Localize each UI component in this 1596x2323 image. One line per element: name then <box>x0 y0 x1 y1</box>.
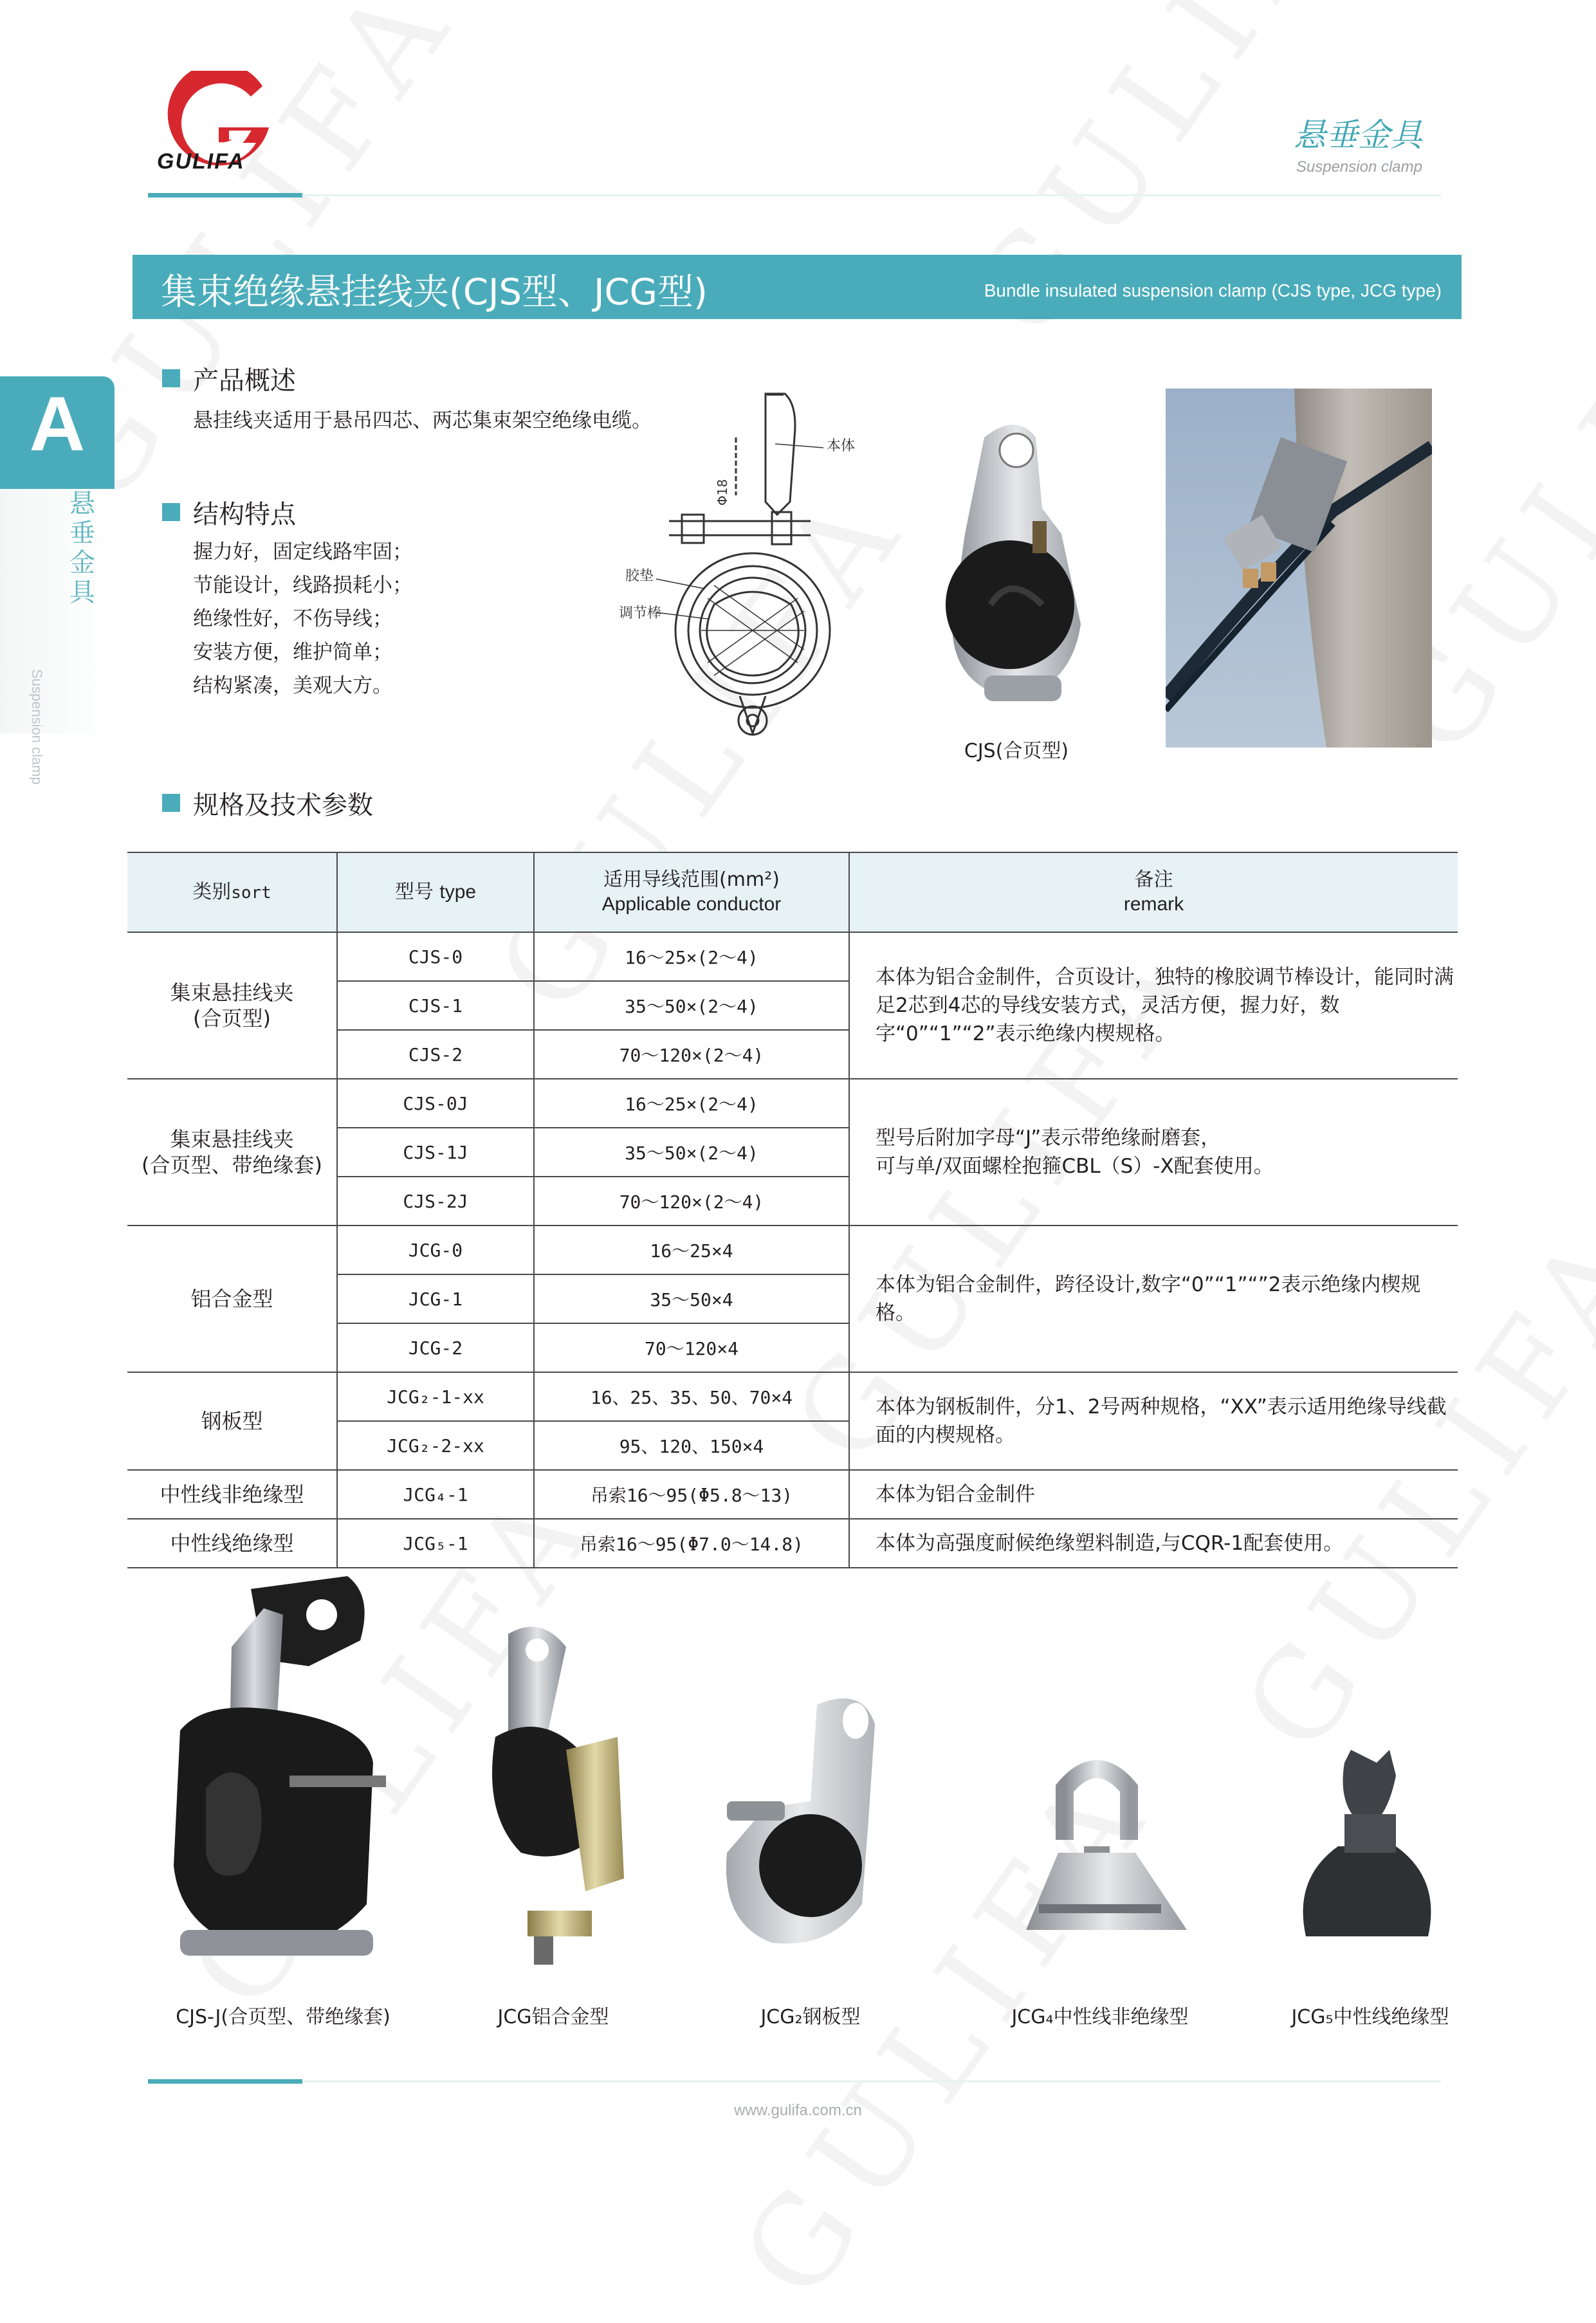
table-row <box>127 1372 1458 1421</box>
product-caption: CJS-J(合页型、带绝缘套) <box>176 2006 390 2028</box>
overview-heading: 产品概述 <box>193 366 296 396</box>
range-cell: 16～25×(2～4) <box>534 932 849 981</box>
specs-heading: 规格及技术参数 <box>193 791 373 820</box>
product-caption: JCG₄中性线非绝缘型 <box>1011 2006 1189 2028</box>
bullet-square <box>162 503 180 521</box>
product-caption: JCG₂钢板型 <box>760 2006 861 2028</box>
header-cond-cn: 适用导线范围(mm²) <box>603 868 780 891</box>
type-cell: CJS-0J <box>337 1079 534 1128</box>
section-tab-cn: 悬垂金具 <box>69 489 95 607</box>
jcg2-steel-product-photo <box>714 1692 901 1949</box>
footer-divider <box>148 2080 1441 2082</box>
category-cell: 中性线非绝缘型 <box>127 1470 337 1519</box>
product-caption: JCG铝合金型 <box>497 2006 609 2028</box>
type-cell: JCG-2 <box>337 1323 534 1372</box>
remark-cell: 本体为铝合金制件，合页设计，独特的橡胶调节棒设计，能同时满足2芯到4芯的导线安装方式，灵活方便，握力好，数字“0”“1”“2”表示绝缘内楔规格。 <box>849 932 1458 1079</box>
range-cell: 70～120×(2～4) <box>534 1030 849 1079</box>
section-tab-letter: A <box>29 381 86 467</box>
cjs-j-product-photo <box>154 1570 399 1969</box>
header-type-cn: 型号 <box>394 881 434 903</box>
type-cell: CJS-2J <box>337 1177 534 1226</box>
type-cell: JCG₂-2-xx <box>337 1421 534 1470</box>
feature-item: 节能设计，线路损耗小； <box>193 574 412 597</box>
installation-photo <box>1166 389 1432 748</box>
section-tab-en: Suspension clamp <box>29 669 45 785</box>
header-remark-cn: 备注 <box>1134 868 1173 891</box>
category-cell: 中性线绝缘型 <box>127 1519 337 1568</box>
range-cell: 70～120×4 <box>534 1323 849 1372</box>
type-cell: JCG₅-1 <box>337 1519 534 1568</box>
category-cell: 集束悬挂线夹 (合页型) <box>127 932 337 1079</box>
type-cell: CJS-0 <box>337 932 534 981</box>
header-remark-en: remark <box>1123 894 1184 915</box>
remark-cell: 本体为铝合金制件 <box>849 1470 1458 1519</box>
drawing-pad-label: 胶垫 <box>625 568 654 584</box>
col-header-conductor <box>534 852 849 932</box>
feature-item: 绝缘性好，不伤导线； <box>193 607 392 630</box>
category-cell: 钢板型 <box>127 1372 337 1470</box>
category-subtitle: Suspension clamp <box>1296 158 1422 176</box>
remark-cell: 型号后附加字母“J”表示带绝缘耐磨套， 可与单/双面螺栓抱箍CBL（S）-X配套使用。 <box>849 1079 1458 1226</box>
logo-text: GULIFA <box>157 149 245 174</box>
type-cell: JCG₂-1-xx <box>337 1372 534 1421</box>
table-header-row <box>127 852 1458 932</box>
header-sort-en: sort <box>231 883 271 903</box>
remark-cell: 本体为钢板制件，分1、2号两种规格，“XX”表示适用绝缘导线截面的内楔规格。 <box>849 1372 1458 1470</box>
header-accent <box>148 193 302 197</box>
jcg5-neutral-insulated-product-photo <box>1280 1750 1454 1943</box>
table-row <box>127 1470 1458 1519</box>
type-cell: CJS-1 <box>337 981 534 1030</box>
col-header-type <box>337 852 534 932</box>
features-heading: 结构特点 <box>193 500 296 529</box>
category-cell: 铝合金型 <box>127 1226 337 1372</box>
website-link[interactable]: www.gulifa.com.cn <box>734 2102 862 2119</box>
type-cell: JCG₄-1 <box>337 1470 534 1519</box>
range-cell: 95、120、150×4 <box>534 1421 849 1470</box>
overview-text: 悬挂线夹适用于悬吊四芯、两芯集束架空绝缘电缆。 <box>193 409 652 432</box>
col-header-sort <box>127 852 337 932</box>
table-row <box>127 1519 1458 1568</box>
bullet-square <box>162 369 180 387</box>
header-divider <box>148 194 1441 196</box>
table-row <box>127 932 1458 981</box>
header-sort-cn: 类别 <box>192 880 232 903</box>
range-cell: 35～50×(2～4) <box>534 1128 849 1177</box>
range-cell: 70～120×(2～4) <box>534 1177 849 1226</box>
feature-item: 结构紧凑，美观大方。 <box>193 674 392 697</box>
spec-table <box>127 852 1458 1568</box>
remark-cell: 本体为铝合金制件，跨径设计,数字“0”“1”“”2表示绝缘内楔规格。 <box>849 1226 1458 1372</box>
category-title: 悬垂金具 <box>1294 116 1422 154</box>
range-cell: 吊索16～95(Φ7.0～14.8) <box>534 1519 849 1568</box>
technical-drawing <box>618 386 888 759</box>
range-cell: 35～50×(2～4) <box>534 981 849 1030</box>
jcg-aluminium-product-photo <box>470 1621 650 1969</box>
header-cond-en: Applicable conductor <box>601 894 782 915</box>
range-cell: 16、25、35、50、70×4 <box>534 1372 849 1421</box>
type-cell: JCG-0 <box>337 1226 534 1274</box>
footer-accent <box>148 2079 302 2084</box>
jcg4-neutral-noninsulated-product-photo <box>1000 1750 1193 1943</box>
type-cell: JCG-1 <box>337 1274 534 1323</box>
range-cell: 吊索16～95(Φ5.8～13) <box>534 1470 849 1519</box>
product-caption: JCG₅中性线绝缘型 <box>1291 2006 1449 2028</box>
category-cell: 集束悬挂线夹 (合页型、带绝缘套) <box>127 1079 337 1226</box>
feature-item: 安装方便，维护简单； <box>193 641 392 664</box>
drawing-body-label: 本体 <box>827 438 856 454</box>
range-cell: 16～25×(2～4) <box>534 1079 849 1128</box>
drawing-rod-label: 调节棒 <box>619 605 662 621</box>
bullet-square <box>162 794 180 812</box>
page-title: 集束绝缘悬挂线夹(CJS型、JCG型) <box>161 271 708 313</box>
table-row <box>127 1079 1458 1128</box>
range-cell: 16～25×4 <box>534 1226 849 1274</box>
type-cell: CJS-2 <box>337 1030 534 1079</box>
range-cell: 35～50×4 <box>534 1274 849 1323</box>
drawing-dia-label: Φ18 <box>715 479 730 506</box>
remark-cell: 本体为高强度耐候绝缘塑料制造,与CQR-1配套使用。 <box>849 1519 1458 1568</box>
page-title-en: Bundle insulated suspension clamp (CJS type, JCG type) <box>984 280 1442 300</box>
header-type-en: type <box>439 881 477 903</box>
cjs-clamp-photo <box>913 412 1119 714</box>
type-cell: CJS-1J <box>337 1128 534 1177</box>
table-row <box>127 1226 1458 1274</box>
feature-item: 握力好，固定线路牢固； <box>193 540 412 564</box>
col-header-remark <box>849 852 1458 932</box>
cjs-photo-caption: CJS(合页型) <box>964 740 1069 762</box>
